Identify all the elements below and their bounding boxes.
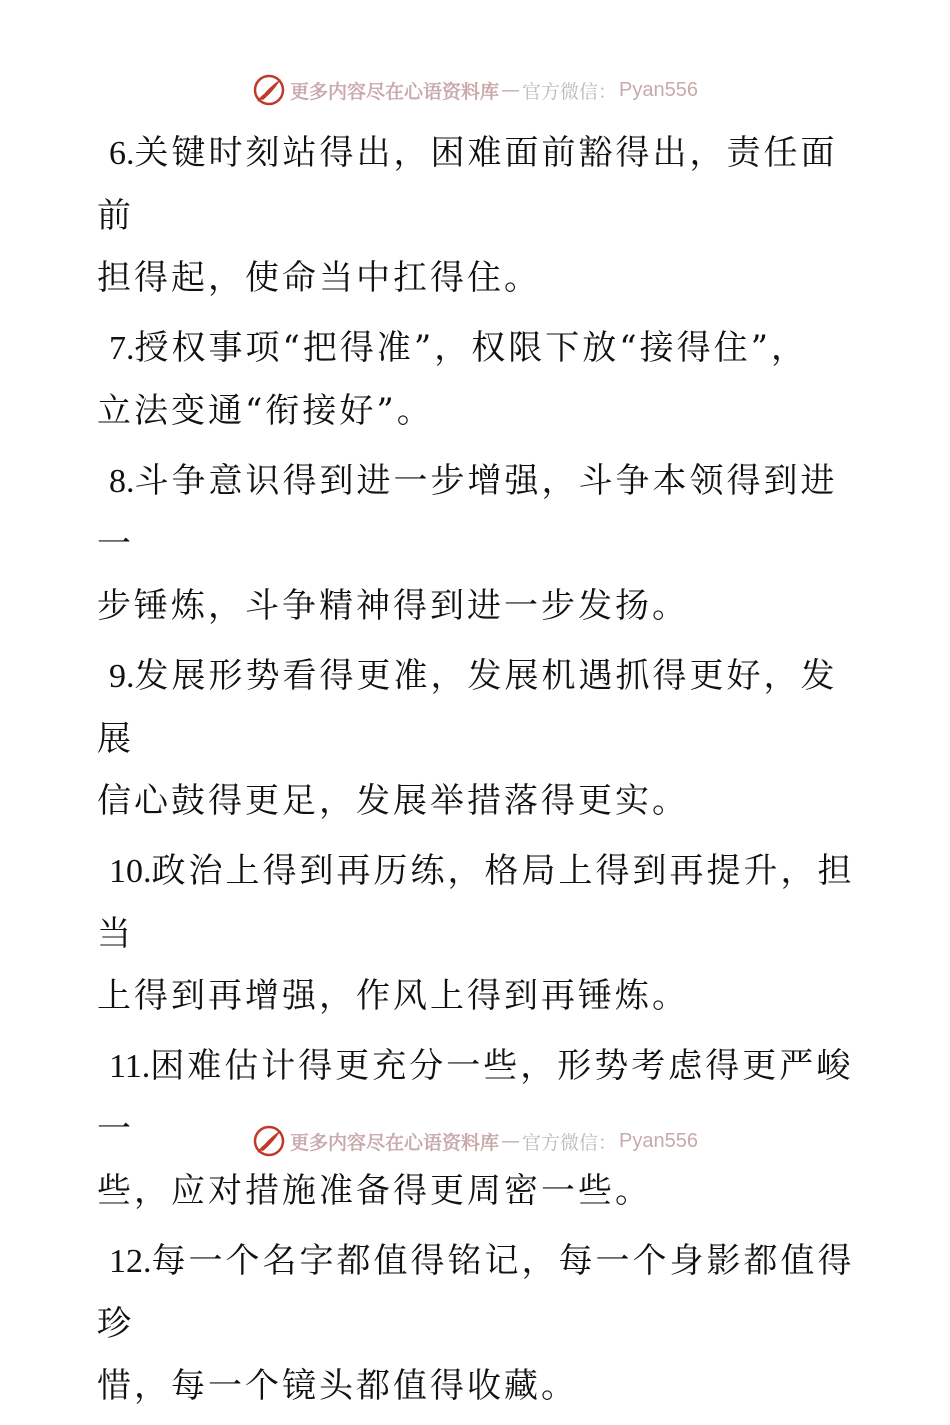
item-number: 8.: [109, 463, 135, 500]
list-item-12: [97, 1230, 857, 1417]
item-number: 7.: [109, 330, 135, 367]
item-text-line1: 关键时刻站得出，困难面前豁得出，责任面前: [97, 133, 838, 236]
item-text-line2: 些，应对措施准备得更周密一些。: [97, 1171, 652, 1211]
item-number: 12.: [109, 1243, 152, 1280]
wechat-label: 官方微信：: [522, 80, 618, 103]
header-banner: [0, 70, 950, 110]
banner-separator: —: [501, 1130, 521, 1152]
item-text-line2: 上得到再增强，作风上得到再锤炼。: [97, 976, 689, 1016]
item-text-line2: 惜，每一个镜头都值得收藏。: [97, 1366, 578, 1406]
item-text-line1: 斗争意识得到进一步增强，斗争本领得到进一: [97, 461, 838, 564]
quill-pen-icon: [252, 1124, 286, 1158]
footer-banner: [0, 1121, 950, 1161]
item-text-line1: 授权事项“把得准”，权限下放“接得住”，: [134, 328, 809, 368]
item-text-line2: 立法变通“衔接好”。: [97, 391, 434, 431]
list-item-9: [97, 645, 857, 832]
quill-pen-icon: [252, 73, 286, 107]
list-item-6: [97, 122, 857, 309]
wechat-id: Pyan556: [619, 78, 698, 101]
banner-text: 更多内容尽在心语资料库: [290, 80, 500, 103]
item-number: 6.: [109, 135, 135, 172]
list-item-8: [97, 450, 857, 637]
item-text-line1: 发展形势看得更准，发展机遇抓得更好，发展: [97, 656, 838, 759]
item-number: 9.: [109, 658, 135, 695]
list-item-7: [97, 317, 857, 442]
wechat-id: Pyan556: [619, 1129, 698, 1152]
item-text-line2: 担得起，使命当中扛得住。: [97, 258, 541, 298]
item-text-line1: 每一个名字都值得铭记，每一个身影都值得珍: [97, 1241, 855, 1344]
list-item-10: [97, 840, 857, 1027]
item-number: 10.: [109, 853, 152, 890]
item-text-line1: 困难估计得更充分一些，形势考虑得更严峻一: [97, 1046, 854, 1149]
banner-text: 更多内容尽在心语资料库: [290, 1131, 500, 1154]
item-text-line1: 政治上得到再历练，格局上得到再提升，担当: [97, 851, 855, 954]
item-text-line2: 信心鼓得更足，发展举措落得更实。: [97, 781, 689, 821]
item-number: 11.: [109, 1048, 151, 1085]
item-text-line2: 步锤炼，斗争精神得到进一步发扬。: [97, 586, 689, 626]
banner-separator: —: [501, 79, 521, 101]
wechat-label: 官方微信：: [522, 1131, 618, 1154]
